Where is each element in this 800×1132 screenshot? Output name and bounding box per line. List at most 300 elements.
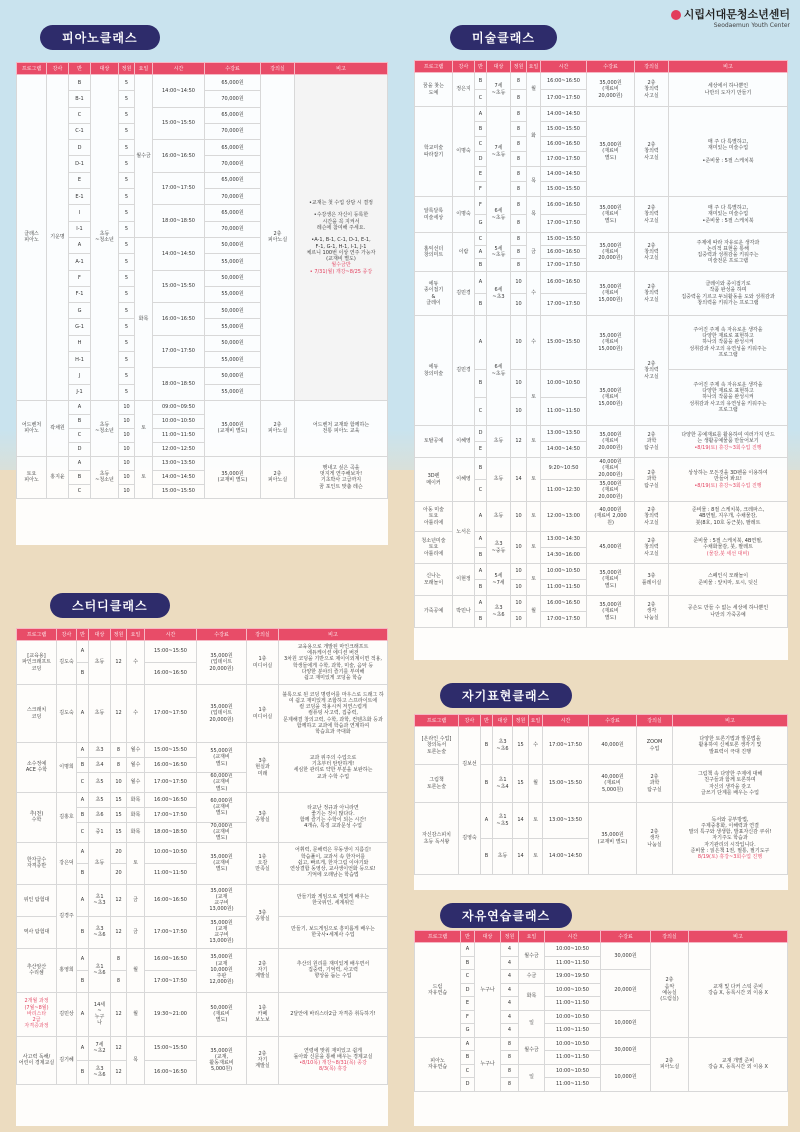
piano-body [17,75,388,499]
table-cell: 10:00~10:50 [545,943,601,957]
table-cell: 어휘력, 문해력은 무동생이 지름길! 학습풀이, 교과서 속 한자어를 쉽고, 빠르게, 한자그림 이야기와 연상결합 동영상, 교사생이언화 등으로! 기억에 오래남는 학습법 [279,842,388,884]
table-cell: 12 [111,884,127,916]
table-cell: 월수 [127,758,145,773]
table-cell: 10:00~10:50 [541,370,587,398]
table-cell: 11:00~11:50 [145,863,197,884]
table-cell: 월수금 [519,1037,545,1064]
table-cell: 2층 창의력 사고실 [635,532,669,564]
table-cell: 5 [119,352,135,368]
table-row [17,75,388,91]
table-cell: 35,000원 (재료비 별도) [587,564,635,596]
table-cell: 김민경 [453,272,475,316]
table-cell: 2층 과학 탐구실 [635,426,669,458]
table-cell: 15:00~15:50 [543,765,589,803]
table-cell: A [475,246,487,259]
express-title: 자기표현클래스 [440,683,572,708]
table-cell: 수 [127,641,145,685]
table-cell: 4 [501,956,519,970]
program-name: 사고력 독해/ 어린이 경제교실 [17,1036,57,1084]
table-cell: 11:00~11:50 [545,997,601,1011]
table-cell: 교재 및 다커 스틱 준비 강습 X, 등록시간 외 이용 X [689,943,788,1038]
column-header: 프로그램 [415,715,459,727]
table-cell: 8 [501,1064,519,1078]
table-cell: A [77,884,89,916]
table-cell: 토 [527,458,541,502]
table-cell: 2층 생각 나눔실 [637,803,673,875]
table-cell: 2층 과학 탐구실 [635,458,669,502]
table-cell: 19:00~19:50 [545,970,601,984]
table-cell: 12:00~13:00 [541,502,587,532]
table-row [415,233,788,246]
table-cell: B [475,370,487,398]
column-header: 강의실 [635,61,669,73]
table-cell: 8 [111,948,127,970]
table-cell: 5 [119,123,135,139]
table-cell: 2층 창의력 사고실 [635,272,669,316]
table-cell: A [69,400,91,414]
column-header: 반 [481,715,493,727]
table-cell: 스페인식 모래놀이 준비물 : 앞치마, 토시, 덧신 [669,564,788,596]
table-cell: 4 [501,970,519,984]
table-cell: 5 [119,303,135,319]
table-cell: C [461,970,475,984]
table-cell: 16:00~16:50 [541,197,587,215]
class-code: D [69,140,91,156]
table-cell: F [475,182,487,197]
days: 화목 [135,237,153,400]
class-code: C [69,107,91,123]
table-cell: 월 [527,73,541,107]
time: 14:00~14:50 [153,237,205,270]
table-cell: 금 [127,884,145,916]
express-panel [414,714,788,890]
column-header: 강사 [57,629,77,641]
table-cell: 35,000원 (교재비 별도) [205,400,261,456]
table-cell: 5 [119,172,135,188]
table-cell: 화목 [519,983,545,1010]
table-cell: 주제에 따라 자유로운 생각과 논리적 표현을 통해 집중력과 성취감을 키워주는 미술전문 프로그램 [669,233,788,272]
table-cell: 교과 위주의 수업으로 기초부터 탄탄하게! 세심한 관리로 약한 부분을 보완하는 교과 수학 수업 [279,743,388,793]
table-cell: 2층 자기 계발실 [247,1036,279,1084]
table-cell: 8 [511,122,527,137]
center-logo [671,6,790,29]
table-cell: A [77,992,89,1036]
table-cell: 35,000원 (재료비 별도) [587,596,635,628]
table-cell: 15:00~15:50 [153,484,205,498]
column-header: 강의실 [651,931,689,943]
table-cell: 15:00~15:50 [541,233,587,246]
table-row [415,727,788,765]
table-cell: 강은덕 [57,842,77,884]
table-cell: 토 [527,532,541,564]
table-cell: A [77,641,89,663]
column-header: 요일 [127,629,145,641]
column-header: 비고 [279,629,388,641]
table-cell: 20 [111,842,127,863]
table-cell: 40,000원 [589,727,637,765]
room: 2층 피아노실 [261,75,295,401]
program-name: 알록달록 미술세상 [415,197,453,233]
time: 16:00~16:50 [153,303,205,336]
study-table [16,628,388,1085]
table-cell: 15:00~15:50 [145,743,197,758]
table-cell: B [69,470,91,484]
art-panel [414,60,788,660]
table-cell: 10 [511,532,527,564]
time: 18:00~18:50 [153,368,205,401]
table-cell: 8 [501,1078,519,1092]
table-cell: A [77,1036,89,1060]
table-cell: 10 [119,484,135,498]
table-cell: 35,000원 (교재 10,000원 주판 12,000원) [197,948,247,992]
table-cell: 3층 공항실 [247,792,279,842]
table-cell: 4 [501,1024,519,1038]
table-cell: 16:00~16:50 [541,137,587,152]
table-cell: 8 [511,259,527,272]
table-cell: C [475,137,487,152]
table-cell: 10 [119,428,135,442]
program-name: 클래스 피아노 [17,75,47,401]
table-cell: 누구나 [475,1037,501,1091]
table-cell: 2층 창의력 사고실 [635,107,669,197]
column-header: 수강료 [589,715,637,727]
program-name: 드럼 자유연습 [415,943,461,1038]
table-cell: 7세 ~초2 [89,1036,111,1060]
table-cell: 이명희 [57,743,77,793]
table-cell: 8 [511,233,527,246]
table-cell: 주어진 주제 속 자유로운 생각을 다양한 재료로 표현하고 하나의 작품을 완성시켜 성취감과 사고의 유연성을 키워주는 프로그램 [669,370,788,426]
column-header: 요일 [519,931,545,943]
note-highlight: 8/19(토) 휴강~3회수업 진행 [697,854,763,861]
table-cell: 화 [527,107,541,167]
table-cell: 초3 ~초6 [89,1060,111,1084]
program-name: 소수정예 ACE 수학 [17,743,57,793]
table-cell: A [77,948,89,970]
column-header: 비고 [295,63,388,75]
table-cell: 8 [111,743,127,758]
table-cell: 40,000원 (재료비 20,000원) [587,458,635,480]
table-cell: 35,000원 (재료비 15,000원) [587,272,635,316]
table-cell: 초1 ~초5 [493,803,513,839]
table-cell: 초등 [487,458,511,502]
table-cell: 17:00~17:50 [541,294,587,316]
table-cell: 초3 [89,743,111,758]
table-cell: 35,000원 (교재 교구비 13,000원) [197,916,247,948]
study-body [17,641,388,1085]
table-cell: 13:00~13:50 [153,456,205,470]
table-cell: 5 [119,286,135,302]
table-row [415,803,788,839]
fee: 65,000원 [205,172,261,188]
table-cell: 30,000원 [601,943,651,970]
table-cell: 16:00~16:50 [145,663,197,685]
study-panel [16,628,388,1126]
table-cell: B [481,727,493,765]
table-cell: 토 [527,564,541,596]
table-cell: 3층 플레이실 [635,564,669,596]
table-row [17,743,388,758]
teacher-name: 곽채원 [47,400,69,456]
table-cell: G [461,1024,475,1038]
table-cell: 18:00~18:50 [145,822,197,842]
fee: 65,000원 [205,140,261,156]
table-cell: 10:00~10:50 [545,983,601,997]
table-cell: 어드벤처 교재와 함께하는 전통 피아노 교육 [295,400,388,456]
table-cell: A [475,272,487,294]
class-code: H [69,335,91,351]
table-cell: 2달안에 바리스타2급 자격증 취득하기! [279,992,388,1036]
table-cell: 10 [511,596,527,612]
table-cell: 50,000원 (재료비 별도) [197,992,247,1036]
table-cell: 16:00~16:50 [541,73,587,90]
note-highlight: •8/19(토) 휴강~3회수업 진행 [694,444,762,451]
table-cell: B [77,970,89,992]
table-cell: 10 [119,456,135,470]
table-cell: 35,000원 (재료비 15,000원) [587,370,635,426]
table-cell: 2층 창의력 사고실 [635,316,669,426]
table-cell: A [475,316,487,370]
table-cell: C [77,773,89,793]
table-cell: 12 [511,426,527,458]
class-code: I [69,205,91,221]
table-cell: 5 [119,319,135,335]
table-row [415,73,788,90]
fee: 50,000원 [205,270,261,286]
table-cell: 수 [527,316,541,370]
table-cell: 타교난 정규과 아니라면 좋기는 것이 많다다. 함께 즐기는 수학이 되는 시간! 4개슈, 특징 교과문성 수업 [279,792,388,842]
column-header: 강의실 [637,715,673,727]
table-cell: 20 [111,863,127,884]
table-cell: A [461,1037,475,1051]
table-cell: D [461,983,475,997]
piano-title: 피아노클래스 [40,25,160,50]
art-body [415,73,788,628]
program-name: 피아노 자유연습 [415,1037,461,1091]
table-cell: 8 [501,1037,519,1051]
teacher-name: 기운명 [47,75,69,401]
column-header: 대상 [475,931,501,943]
table-cell: B [481,765,493,803]
table-cell: B [461,956,475,970]
table-cell: 11:00~11:50 [153,428,205,442]
table-cell: B [475,548,487,564]
column-header: 요일 [527,61,541,73]
table-cell: 김도숙 [57,685,77,743]
table-cell: 수 [127,685,145,743]
table-row [17,685,388,743]
table-cell: 준비물 : 8절 스케치북, 크레파스, 4B연필, 지우개, 수채물감, 붓(8호, 10호 둥근붓), 팔레트 [669,502,788,532]
table-row [415,426,788,442]
table-cell: 16:00~16:50 [541,596,587,612]
table-cell: 14:00~14:50 [541,107,587,122]
table-cell: 클레이와 종이접기로 작품 완성을 하며 집중력을 기르고 두뇌활동을 도와 성취감과 창의력을 키워가는 프로그램 [669,272,788,316]
table-cell: 10,000원 [601,1010,651,1037]
table-cell: 11:00~11:50 [545,1051,601,1065]
table-cell: C [69,484,91,498]
table-cell: 10 [511,564,527,580]
table-cell: 목 [527,197,541,233]
table-cell: 17:00~17:50 [145,916,197,948]
table-cell: 16:00~16:50 [541,246,587,259]
table-cell: E [461,997,475,1011]
time: 14:00~14:50 [153,75,205,108]
table-cell: 김경주 [57,884,77,948]
table-cell: 19:30~21:00 [145,992,197,1036]
column-header: 강의실 [261,63,295,75]
express-body [415,727,788,875]
table-cell: D [475,152,487,167]
table-row [17,1036,388,1060]
table-cell: 5 [119,189,135,205]
table-cell: 목 [127,1036,145,1084]
table-cell: 15 [111,807,127,822]
table-cell: 15 [513,727,529,765]
table-cell: 2층 창의력 사고실 [635,502,669,532]
fee: 70,000원 [205,91,261,107]
table-cell: 35,000원 (재료비 별도) [587,107,635,197]
column-header: 강사 [453,61,475,73]
table-cell: 화목 [127,822,145,842]
table-cell: A [461,943,475,957]
table-cell: 주어진 주제 속 자유로운 생각을 다양한 재료로 표현하고 하나의 작품을 완성시켜 성취감과 사고의 유연성을 키워주는 프로그램 [669,316,788,370]
table-cell: B [77,916,89,948]
time: 15:00~15:50 [153,107,205,140]
program-name: 홈익선더 창의미트 [415,233,453,272]
table-cell: C [475,480,487,502]
table-cell: 12:00~12:50 [153,442,205,456]
table-cell: 7세 ~초등 [487,107,511,197]
table-cell: 다양한 공예재료를 활용하여 여러가지 만드 는 생활공예물품 만들어보기 •8/19(토) 휴강~3회수업 진행 [669,426,788,458]
table-cell: 14:00~14:50 [153,470,205,484]
program-name: 스크래치 코딩 [17,685,57,743]
column-header: 시간 [543,715,589,727]
table-cell: 10 [119,400,135,414]
table-cell: 09:00~09:50 [153,400,205,414]
table-cell: 3층 현실과 미래 [247,743,279,793]
table-row [415,107,788,122]
column-header: 정원 [119,63,135,75]
table-cell: 15 [513,765,529,803]
column-header: 정원 [501,931,519,943]
table-cell: 5 [119,91,135,107]
program-name: 에듀 종이접기 & 클레이 [415,272,453,316]
table-cell: F [475,197,487,215]
program-name: 아동 미술 토요 아틀리에 [415,502,453,532]
table-cell: 11:00~11:50 [541,398,587,426]
express-header-row [415,715,788,727]
table-cell: A [77,743,89,758]
program-name: 3D펜 메이커 [415,458,453,502]
fee: 50,000원 [205,303,261,319]
table-cell: 초5 [89,792,111,807]
table-cell: B [475,259,487,272]
table-cell: 김홍호 [57,792,77,842]
table-row [415,458,788,480]
table-cell: C [475,90,487,107]
table-cell: C [475,233,487,246]
table-cell: 13:00~13:50 [541,426,587,442]
table-cell: B [475,612,487,628]
table-cell: 김영숙 [459,803,481,875]
table-cell: 초등 [89,685,111,743]
fee: 55,000원 [205,319,261,335]
note-highlight: •8/10목) 개강~8/31(목) 종강 8/3(목) 휴강 [299,1060,367,1073]
program-name: 위인 탐험대 [17,884,57,916]
table-cell: 초3 ~중등 [487,532,511,564]
table-row [415,272,788,294]
table-cell: 10:00~10:50 [153,414,205,428]
table-cell: 김기혜 [57,1036,77,1084]
table-cell: 60,000원 (교재비 별도) [197,773,247,793]
table-cell: 누구나 [475,943,501,1038]
table-cell: A [77,842,89,863]
table-cell: 8 [111,758,127,773]
table-cell: 4 [501,983,519,997]
free-panel [414,930,788,1126]
table-cell: A [69,456,91,470]
fee: 65,000원 [205,205,261,221]
table-cell: 수금 [519,970,545,984]
table-cell: C [69,428,91,442]
column-header: 반 [69,63,91,75]
table-cell: 5 [119,221,135,237]
table-cell: E [475,167,487,182]
table-cell: 2층 과학 탐구실 [637,765,673,803]
table-cell: 초1 ~초4 [493,765,513,803]
table-cell: 2층 생각 나눔실 [635,596,669,628]
table-cell: 박민나 [453,596,475,628]
table-cell: 5 [119,156,135,172]
column-header: 대상 [493,715,513,727]
table-cell: 수 [527,272,541,316]
table-cell: 14:00~14:50 [543,839,589,875]
time: 17:00~17:50 [153,335,205,368]
program-name: 가죽공예 [415,596,453,628]
table-cell: 10 [511,316,527,370]
time: 16:00~16:50 [153,140,205,173]
table-cell: 17:00~17:50 [145,807,197,822]
column-header: 비고 [673,715,788,727]
table-cell: B [77,663,89,685]
table-cell: 5 [119,254,135,270]
time: 15:00~15:50 [153,270,205,303]
table-cell: 14 [513,803,529,839]
program-name: 2개월 과정 (7월~8월) 바리스타 2급 자격증과정 [17,992,57,1036]
class-code: D-1 [69,156,91,172]
study-header-row [17,629,388,641]
fee: 50,000원 [205,368,261,384]
column-header: 수강료 [587,61,635,73]
table-cell: A [475,502,487,532]
table-cell: 8 [501,1051,519,1065]
table-cell: 일 [519,1010,545,1037]
table-cell: 10 [111,773,127,793]
table-cell: 12 [111,992,127,1036]
table-cell: 60,000원 (교재비 별도) [197,792,247,822]
class-code: A [69,237,91,253]
fee: 70,000원 [205,189,261,205]
table-cell: 공손도 만들 수 없는 세상에 하나뿐인 나만의 가죽공예 [669,596,788,628]
table-cell: D [475,426,487,442]
fee: 50,000원 [205,237,261,253]
table-cell: 11:00~11:50 [545,1078,601,1092]
table-cell: B [69,414,91,428]
program-name: 추(천) 수학 [17,792,57,842]
table-cell: 10 [511,272,527,294]
table-cell: 14:00~14:50 [541,167,587,182]
table-cell: 초등 [487,426,511,458]
table-cell: 10:00~10:50 [545,1064,601,1078]
